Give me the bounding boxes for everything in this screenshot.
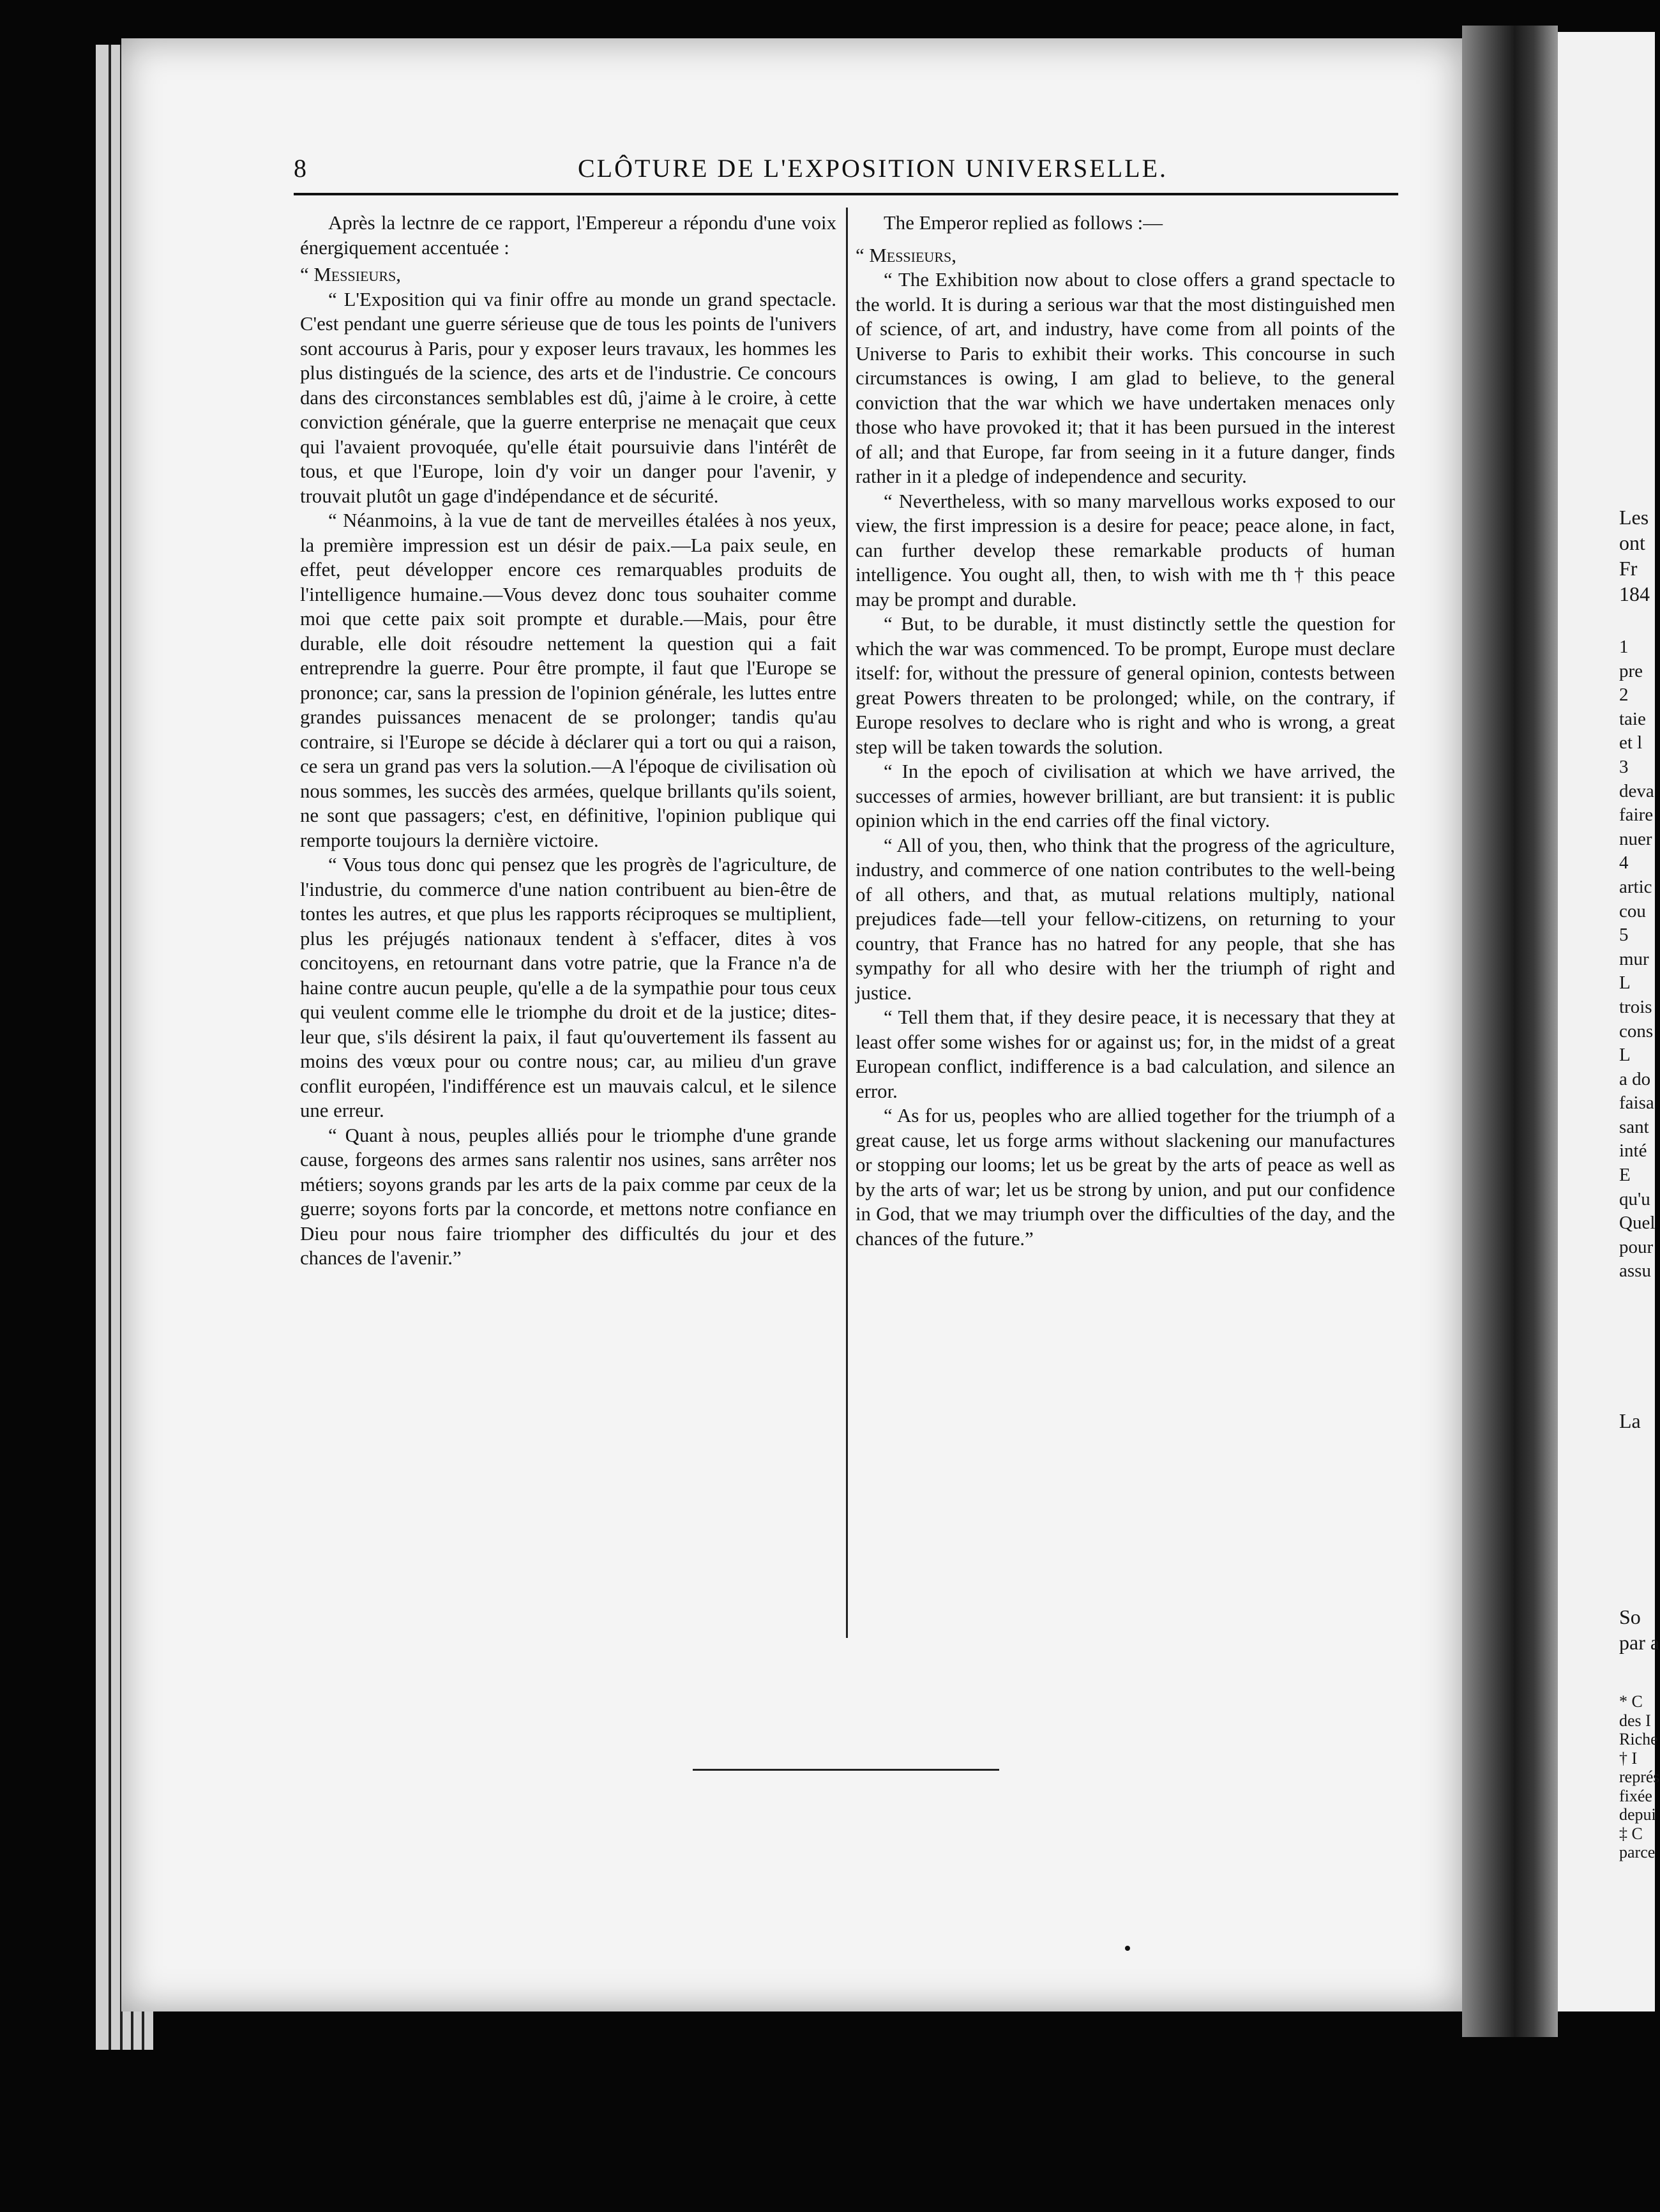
facing-page-fragment: 5: [1619, 925, 1629, 946]
facing-page-fragment: fixée: [1619, 1786, 1652, 1805]
english-column: [856, 211, 1395, 1251]
english-salutation: “ Messieurs,: [856, 244, 956, 266]
english-paragraph: “ Tell them that, if they desire peace, it is necessary that they at least offer some wishes for or against us; for, in the midst of a great European conflict, indifference is a bad calculation, and silence an error.: [856, 1006, 1395, 1102]
facing-fragment-footnotes: [1619, 1692, 1660, 1862]
facing-page-fragment: 4: [1619, 852, 1629, 874]
facing-page-fragment: 3: [1619, 756, 1629, 777]
facing-page-fragment: nuer: [1619, 828, 1652, 849]
book-gutter: [1462, 26, 1558, 2037]
facing-page-fragment: faire: [1619, 805, 1654, 826]
english-paragraph: “ But, to be durable, it must distinctly settle the question for which the war was commenced. To be prompt, Europe must declare itself: for, without the pressure of general opinion, contests between great Powers threaten to be prolonged; while, on the contrary, if Europe resolves to declare who is right and who is wrong, a great step will be taken towards the solution.: [856, 613, 1395, 758]
facing-page-fragment: qu'u: [1619, 1188, 1650, 1209]
ink-dot: [1125, 1946, 1130, 1951]
french-paragraph: “ Vous tous donc qui pensez que les progrès de l'agriculture, de l'industrie, du commerce d'une nation contribuent au bien-être de tontes les autres, et que plus les rapports réciproques se multiplient, plus les préjugés nationaux tendent à s'effacer, dites à vos concitoyens, en retournant dans votre patrie, que la France n'a de haine contre aucun peuple, qu'elle a de la sympathie pour tous ceux qui veulent comme elle le triomphe du droit et de la justice; dites-leur que, s'ils désirent la paix, il faut qu'ouvertement ils fassent au moins des vœux pour ou contre nous; car, au milieu d'un grave conflit européen, l'indifférence est un mauvais calcul, et le silence une erreur.: [300, 854, 836, 1121]
facing-page-fragment: Fr: [1619, 557, 1638, 580]
english-paragraph: “ As for us, peoples who are allied together for the triumph of a great cause, let us forge arms without slackening our manufactures or stopping our looms; let us be great by the arts of peace as well as by the arts of war; let us be strong by union, and put our confidence in God, that we may triumph over the difficulties of the day, and the chances of the future.”: [856, 1105, 1395, 1250]
page-header: [294, 153, 1398, 192]
facing-page-fragment: a do: [1619, 1068, 1651, 1089]
english-intro: The Emperor replied as follows :—: [884, 212, 1163, 234]
facing-page-fragment: L: [1619, 1045, 1631, 1066]
column-divider: [846, 208, 848, 1638]
facing-page-fragment: artic: [1619, 876, 1652, 897]
running-title: CLÔTURE DE L'EXPOSITION UNIVERSELLE.: [578, 154, 1168, 183]
facing-fragment-block: [1619, 635, 1655, 1284]
facing-page-fragment: depui: [1619, 1805, 1656, 1824]
facing-page-fragment: inté: [1619, 1140, 1647, 1162]
english-paragraph: “ Nevertheless, with so many marvellous works exposed to our view, the first impression is a desire for peace; peace alone, in fact, can further develop these remarkable products of human intelligence. You ought all, then, to wish with me th † this peace may be prompt and durable.: [856, 490, 1395, 610]
header-rule: [294, 193, 1398, 195]
facing-page-fragment: E: [1619, 1165, 1631, 1186]
facing-page-fragment: pre: [1619, 660, 1643, 681]
page-number: 8: [294, 154, 306, 183]
english-paragraph: “ All of you, then, who think that the progress of the agriculture, industry, and commerce of one nation contributes to the well-being of all others, and that, as mutual relations multiply, national prejudices fade—tell your fellow-citizens, on returning to your country, that France has no hatred for any people, that she has sympathy for all who desire with her the triumph of right and justice.: [856, 834, 1395, 1004]
english-paragraph: “ The Exhibition now about to close offers a grand spectacle to the world. It is during a serious war that the most distinguished men of science, of art, and industry, have come from all points of the Universe to Paris to exhibit their works. This concourse in such circumstances is owing, I am glad to believe, to the general conviction that the war which we have undertaken menaces only those who have provoked it; that it has been pursued in the interest of all; and that Europe, far from seeing in it a future danger, finds rather in it a pledge of independence and security.: [856, 269, 1395, 487]
facing-page-fragment: Riche: [1619, 1730, 1658, 1748]
facing-page-fragment: 1: [1619, 637, 1629, 657]
facing-page-fragment: L: [1619, 973, 1631, 994]
end-rule: [693, 1769, 999, 1771]
french-column: [300, 211, 836, 1271]
facing-page-fragment: 184: [1619, 582, 1650, 605]
french-paragraph: “ Quant à nous, peuples alliés pour le triomphe d'une grande cause, forgeons des armes sans ralentir nos usines, sans arrêter nos métiers; soyons grands par les arts de la paix comme par ceux de la guerre; soyons forts par la concorde, et mettons notre confiance en Dieu pour nous faire triompher des difficultés du jour et des chances de l'avenir.”: [300, 1124, 836, 1269]
facing-page-fragment: mur: [1619, 948, 1649, 969]
facing-page-fragment: cons: [1619, 1020, 1654, 1042]
facing-page-fragment: taie: [1619, 708, 1646, 729]
facing-page-fragment: et l: [1619, 732, 1643, 754]
facing-page-fragment: * C: [1619, 1692, 1643, 1711]
facing-page-fragment: La: [1619, 1409, 1641, 1432]
french-intro: Après la lectnre de ce rapport, l'Empereur a répondu d'une voix énergiquement accentuée :: [300, 212, 836, 259]
facing-page-fragment: † I: [1619, 1748, 1638, 1768]
french-paragraph: “ L'Exposition qui va finir offre au monde un grand spectacle. C'est pendant une guerre sérieuse que de tous les points de l'univers sont accourus à Paris, pour y exposer leurs travaux, les hommes les plus distingués de la science, des arts et de l'industrie. Ce concours dans des circonstances semblables est dû, j'aime à le croire, à cette conviction générale, que la guerre enterprise ne menaçait que ceux qui l'avaient provoquée, qu'elle était poursuivie dans l'intérêt de tous, et que l'Europe, loin d'y voir un danger pour l'avenir, y trouvait plutôt un gage d'indépendance et de sécurité.: [300, 288, 836, 507]
facing-page-fragment: des I: [1619, 1711, 1651, 1730]
facing-page-fragment: 2: [1619, 685, 1629, 706]
facing-page-fragment: sant: [1619, 1116, 1649, 1137]
facing-fragment-block: [1619, 1604, 1660, 1655]
facing-fragment-block: [1619, 1408, 1655, 1434]
facing-page-fragment: trois: [1619, 996, 1652, 1017]
french-paragraph: “ Néanmoins, à la vue de tant de merveilles étalées à nos yeux, la première impression est un désir de paix.—La paix seule, en effet, peut développer encore ces remarquables produits de l'intelligence humaine.—Vous devez donc tous souhaiter comme moi que cette paix soit prompte et durable.—Mais, pour être durable, elle doit résoudre nettement la question qui a fait entreprendre la guerre. Pour être prompte, il faut que l'Europe se prononce; car, sans la pression de l'opinion générale, les luttes entre grandes puissances menacent de se prolonger; tandis qu'au contraire, si l'Europe se décide à déclarer qui a tort ou qui a raison, ce sera un grand pas vers la solution.—A l'époque de civilisation où nous sommes, les succès des armées, quelque brillants qu'ils soient, ne sont que passagers; c'est, en définitive, l'opinion publique qui remporte toujours la dernière victoire.: [300, 510, 836, 851]
facing-page-fragment: pour: [1619, 1236, 1654, 1257]
facing-page-fragment: Les: [1619, 506, 1649, 529]
facing-page-fragment: ‡ C: [1619, 1824, 1643, 1843]
facing-page-fragment: parce: [1619, 1843, 1656, 1861]
facing-page-fragment: représ: [1619, 1768, 1660, 1786]
facing-page-fragment: So: [1619, 1605, 1641, 1628]
facing-page-fragment: Quel: [1619, 1213, 1656, 1234]
facing-page-fragment: ont: [1619, 531, 1645, 554]
facing-fragment-block: [1619, 504, 1655, 607]
scan-edge-line: [109, 45, 111, 2050]
facing-page-fragment: deva: [1619, 780, 1654, 801]
facing-page-fragment: par a: [1619, 1631, 1660, 1654]
french-salutation: “ Messieurs,: [300, 264, 401, 285]
facing-page-fragment: cou: [1619, 900, 1646, 921]
facing-page-fragment: faisa: [1619, 1093, 1654, 1114]
facing-page-fragment: assu: [1619, 1261, 1651, 1282]
english-paragraph: “ In the epoch of civilisation at which we have arrived, the successes of armies, however brilliant, are but transient: it is public opinion which in the end carries off the final victory.: [856, 761, 1395, 831]
